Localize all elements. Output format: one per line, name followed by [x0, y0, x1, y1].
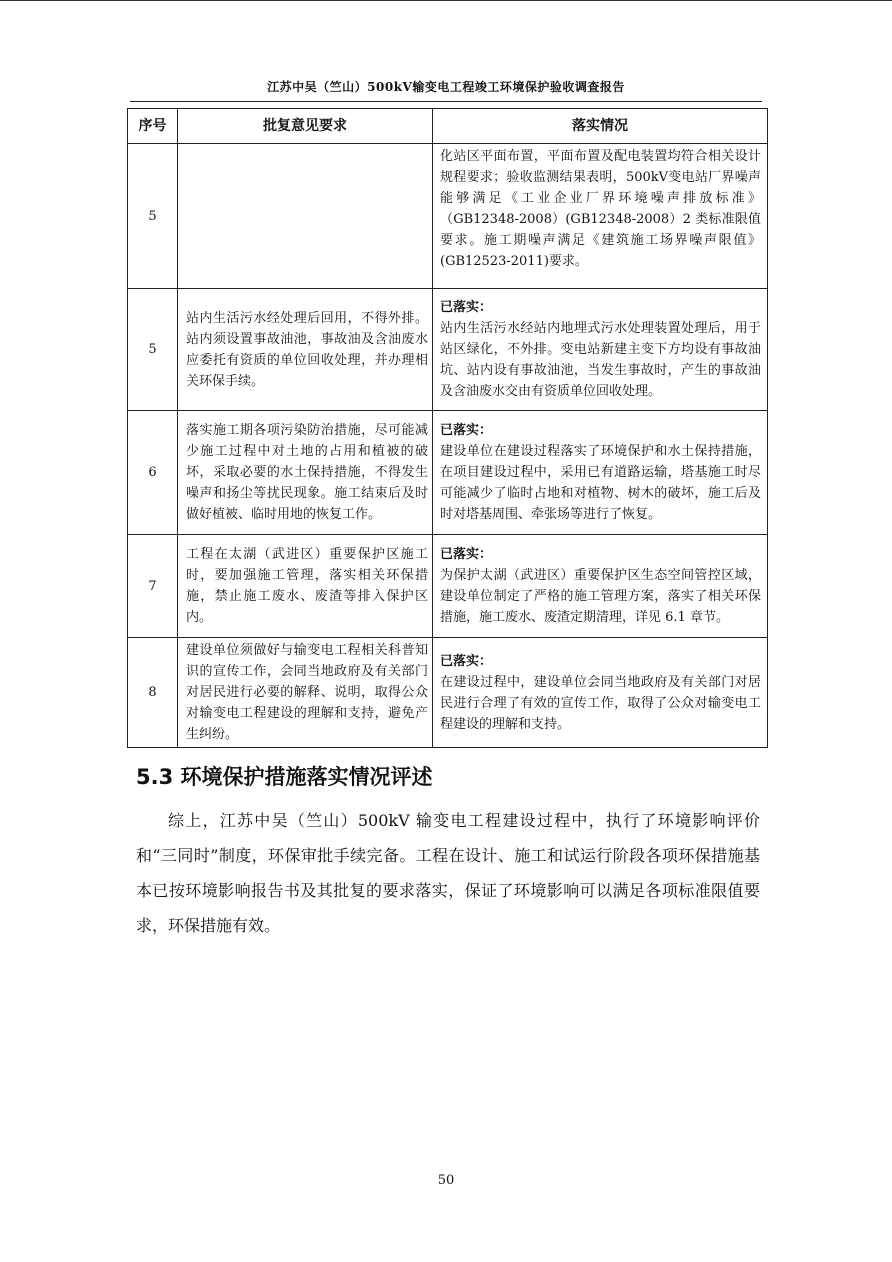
requirement-cell: 落实施工期各项污染防治措施，尽可能减少施工过程中对土地的占用和植被的破坏，采取必要的水土保持措施，不得发生噪声和扬尘等扰民现象。施工结束后及时做好植被、临时用地的恢复工作。 [178, 411, 433, 535]
status-label: 已落实： [440, 423, 493, 438]
row-number: 8 [128, 638, 178, 748]
page-top-border [0, 0, 892, 1]
table-row [128, 638, 768, 748]
section-paragraph: 综上，江苏中吴（竺山）500kV 输变电工程建设过程中，执行了环境影响评价和“三同时”制度，环保审批手续完备。工程在设计、施工和试运行阶段各项环保措施基本已按环境影响报告书及其批复的要求落实，保证了环境影响可以满足各项标准限值要求，环保措施有效。 [136, 811, 760, 935]
implementation-cell [433, 638, 768, 748]
running-header: 江苏中吴（竺山）500kV输变电工程竣工环境保护验收调查报告 [267, 80, 625, 94]
requirement-cell: 建设单位须做好与输变电工程相关科普知识的宣传工作，会同当地政府及有关部门对居民进行必要的解释、说明，取得公众对输变电工程建设的理解和支持，避免产生纠纷。 [178, 638, 433, 748]
requirement-cell: 站内生活污水经处理后回用，不得外排。站内须设置事故油池，事故油及含油废水应委托有资质的单位回收处理，并办理相关环保手续。 [178, 289, 433, 411]
implementation-cell [433, 535, 768, 638]
table-row [128, 411, 768, 535]
requirement-cell: 工程在太湖（武进区）重要保护区施工时，要加强施工管理，落实相关环保措施，禁止施工废水、废渣等排入保护区内。 [178, 535, 433, 638]
row-number: 5 [128, 289, 178, 411]
implementation-cell [433, 289, 768, 411]
approval-implementation-table [127, 108, 768, 748]
implementation-text: 站内生活污水经站内地埋式污水处理装置处理后，用于站区绿化，不外排。变电站新建主变下方均设有事故油坑、站内设有事故油池，当发生事故时，产生的事故油及含油废水交由有资质单位回收处理。 [440, 321, 761, 399]
table-row [128, 144, 768, 289]
implementation-text: 化站区平面布置，平面布置及配电装置均符合相关设计规程要求；验收监测结果表明，500kV变电站厂界噪声能够满足《工业企业厂界环境噪声排放标准》（GB12348-2008）(GB12348-2008）2 类标准限值要求。施工期噪声满足《建筑施工场界噪声限值》(GB12523-2011)要求。 [440, 149, 761, 269]
status-label: 已落实： [440, 653, 493, 669]
implementation-text: 为保护太湖（武进区）重要保护区生态空间管控区域，建设单位制定了严格的施工管理方案，落实了相关环保措施，施工废水、废渣定期清理，详见 6.1 章节。 [440, 568, 761, 625]
implementation-text: 在建设过程中，建设单位会同当地政府及有关部门对居民进行合理了有效的宣传工作，取得了公众对输变电工程建设的理解和支持。 [440, 674, 761, 732]
col-header-implementation: 落实情况 [433, 109, 768, 144]
implementation-cell [433, 411, 768, 535]
page-number: 50 [437, 1173, 455, 1188]
section-heading: 5.3 环境保护措施落实情况评述 [136, 765, 433, 789]
row-number: 6 [128, 411, 178, 535]
row-number: 5 [128, 144, 178, 289]
table-row [128, 535, 768, 638]
implementation-cell [433, 144, 768, 289]
status-label: 已落实： [440, 547, 493, 562]
table-row [128, 289, 768, 411]
requirement-cell [178, 144, 433, 289]
col-header-no: 序号 [128, 109, 178, 144]
status-label: 已落实： [440, 300, 493, 315]
col-header-requirement: 批复意见要求 [178, 109, 433, 144]
table-header-row [128, 109, 768, 144]
header-divider [130, 101, 762, 102]
implementation-text: 建设单位在建设过程落实了环境保护和水土保持措施，在项目建设过程中，采用已有道路运输，塔基施工时尽可能减少了临时占地和对植物、树木的破坏，施工后及时对塔基周围、牵张场等进行了恢复。 [440, 444, 761, 522]
row-number: 7 [128, 535, 178, 638]
